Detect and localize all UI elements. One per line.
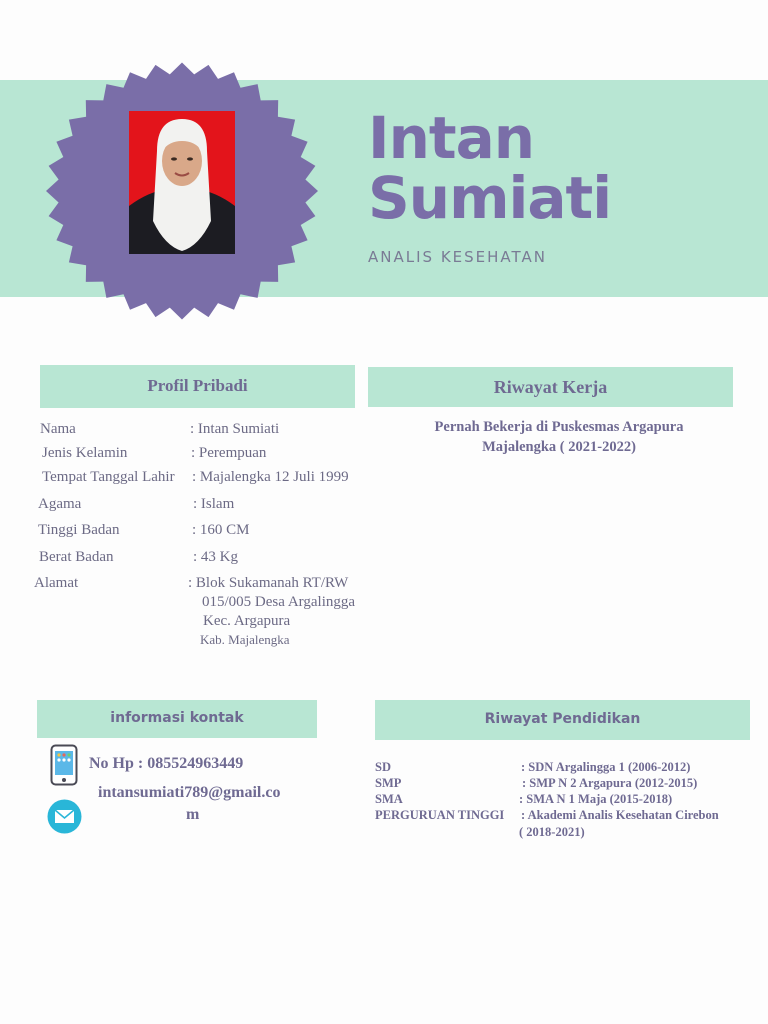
profile-label: Berat Badan <box>39 549 114 565</box>
phone-icon <box>50 744 78 786</box>
education-school: : SDN Argalingga 1 (2006-2012) <box>521 760 691 774</box>
profile-value: : Perempuan <box>191 445 267 461</box>
portrait-illustration <box>129 111 235 254</box>
education-section-header <box>375 700 750 740</box>
work-line: Pernah Bekerja di Puskesmas Argapura <box>434 419 684 435</box>
work-section-header <box>368 367 733 407</box>
education-school: ( 2018-2021) <box>519 825 585 839</box>
education-school: : SMP N 2 Argapura (2012-2015) <box>522 776 698 790</box>
phone-number: No Hp : 085524963449 <box>89 755 244 772</box>
work-section-title: Riwayat Kerja <box>493 377 608 397</box>
work-description <box>368 417 750 457</box>
first-name: Intan <box>368 104 535 172</box>
profile-label: Agama <box>38 496 82 512</box>
address-line: Kec. Argapura <box>203 613 291 629</box>
profile-section-header <box>40 365 355 408</box>
profile-label: Jenis Kelamin <box>42 445 128 461</box>
email-icon <box>47 799 82 834</box>
profile-label: Alamat <box>34 575 79 591</box>
education-level: SMA <box>375 792 403 806</box>
education-level: SD <box>375 760 391 774</box>
profile-value: : 43 Kg <box>193 549 238 565</box>
education-section-title: Riwayat Pendidikan <box>484 711 641 727</box>
education-school: : SMA N 1 Maja (2015-2018) <box>519 792 673 806</box>
profile-value: : Islam <box>193 496 235 512</box>
email-line: m <box>186 806 200 823</box>
work-line: Majalengka ( 2021-2022) <box>482 439 636 455</box>
address-line: Kab. Majalengka <box>200 632 290 647</box>
profile-value: : Intan Sumiati <box>190 421 280 437</box>
profile-value: : Blok Sukamanah RT/RW <box>188 575 349 591</box>
profile-section-title: Profil Pribadi <box>147 376 248 395</box>
education-school: : Akademi Analis Kesehatan Cirebon <box>521 808 719 822</box>
address-line: 015/005 Desa Argalingga <box>202 594 356 610</box>
job-title: ANALIS KESEHATAN <box>368 248 547 266</box>
profile-label: Nama <box>40 421 76 437</box>
profile-value: : 160 CM <box>192 522 250 538</box>
profile-label: Tinggi Badan <box>38 522 120 538</box>
contact-section-title: informasi kontak <box>110 710 244 726</box>
profile-value: : Majalengka 12 Juli 1999 <box>192 469 349 485</box>
profile-label: Tempat Tanggal Lahir <box>42 469 175 485</box>
education-level: SMP <box>375 776 402 790</box>
email-line: intansumiati789@gmail.co <box>98 784 281 801</box>
profile-photo <box>129 111 235 254</box>
last-name: Sumiati <box>368 164 612 232</box>
contact-section-header <box>37 700 317 738</box>
education-level: PERGURUAN TINGGI <box>375 808 505 822</box>
